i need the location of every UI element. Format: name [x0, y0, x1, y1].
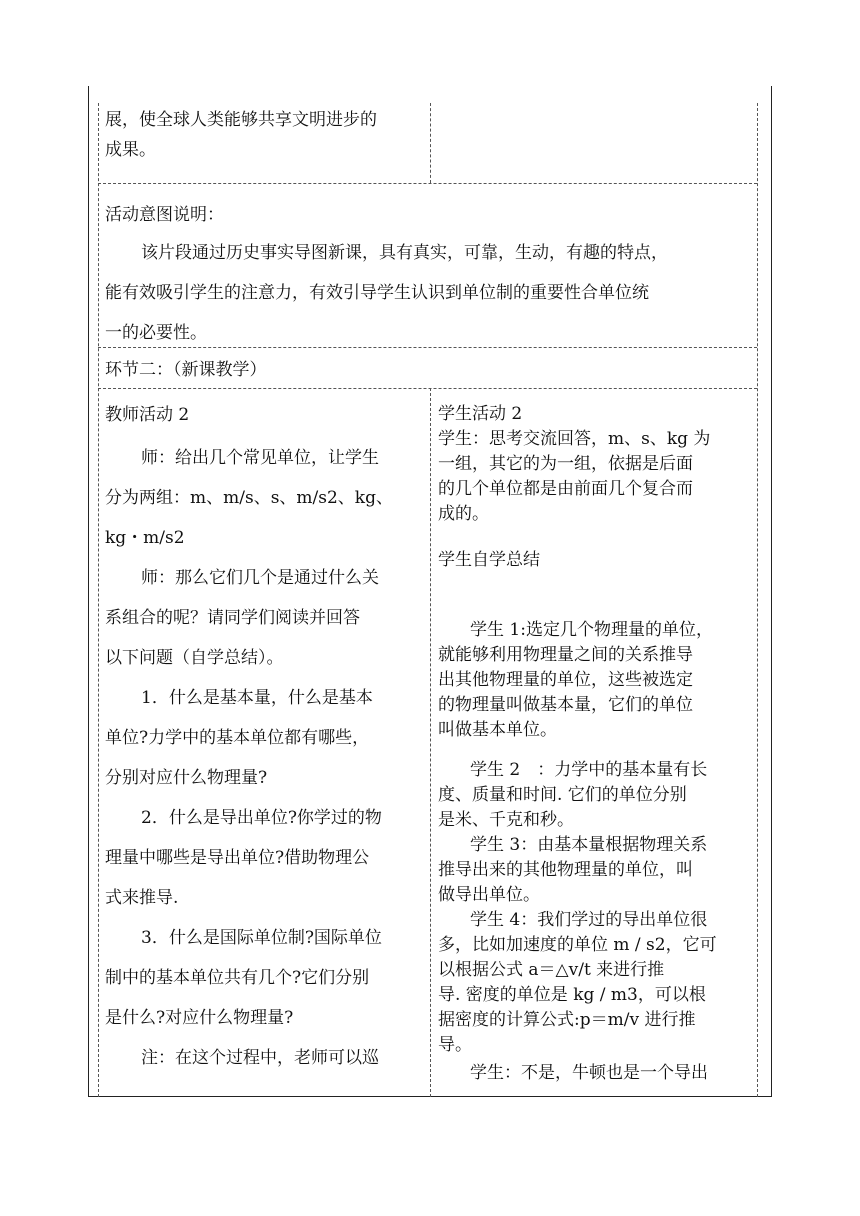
text-line: 分为两组：m、m/s、s、m/s2、kg、 — [105, 488, 393, 508]
text-line: 做导出单位。 — [438, 885, 540, 905]
text-line: 以根据公式 a＝△v/t 来进行推 — [438, 960, 665, 980]
text-line: 一的必要性。 — [105, 323, 207, 343]
text-line: 多，比如加速度的单位 m / s2，它可 — [438, 935, 717, 955]
text-line: 展，使全球人类能够共享文明进步的 — [105, 110, 377, 130]
inner-left-border — [98, 103, 99, 1097]
row4-column-divider — [430, 388, 431, 1097]
text-line: 推导出来的其他物理量的单位，叫 — [438, 860, 693, 880]
text-line: 系组合的呢？请同学们阅读并回答 — [105, 608, 360, 628]
text-line: 导. 密度的单位是 kg / m3，可以根 — [438, 985, 706, 1005]
student-3-answer — [438, 833, 707, 908]
text-line: 该片段通过历史事实导图新课，具有真实，可靠，生动，有趣的特点， — [141, 243, 668, 263]
text-line: 是米、千克和秒。 — [438, 810, 574, 830]
text-line: 据密度的计算公式:p＝m/v 进行推 — [438, 1010, 696, 1030]
text-line: 成的。 — [438, 504, 489, 524]
student-4-answer — [438, 908, 717, 1058]
text-line: 式来推导. — [105, 888, 179, 908]
student-2-answer — [438, 758, 707, 833]
text-line: 3．什么是国际单位制?国际单位 — [141, 928, 382, 948]
teacher-activity-body — [105, 438, 393, 1078]
row1-column-divider — [430, 103, 431, 183]
text-line: 1．什么是基本量，什么是基本 — [141, 688, 373, 708]
intent-body — [105, 233, 668, 353]
student-activity-title: 学生活动 2 — [438, 404, 523, 424]
text-line: 是什么?对应什么物理量? — [105, 1008, 294, 1028]
corner-tick-left — [88, 86, 89, 104]
text-line: 注：在这个过程中，老师可以巡 — [141, 1048, 379, 1068]
text-line: 学生 1:选定几个物理量的单位， — [470, 620, 713, 640]
student-1-answer — [438, 618, 713, 743]
row-divider-3 — [98, 388, 757, 389]
student-answer — [438, 427, 710, 527]
text-line: 学生 4：我们学过的导出单位很 — [470, 910, 708, 930]
student-summary-title: 学生自学总结 — [438, 550, 540, 570]
student-last-answer: 学生：不是，牛顿也是一个导出 — [470, 1063, 708, 1083]
text-line: 单位?力学中的基本单位都有哪些， — [105, 728, 370, 748]
text-line: kg・m/s2 — [105, 528, 185, 548]
row1-left-text — [105, 105, 377, 165]
text-line: 以下问题（自学总结）。 — [105, 648, 284, 668]
teacher-activity-title: 教师活动 2 — [105, 405, 190, 425]
inner-right-border — [757, 103, 758, 1097]
row-divider-1 — [98, 183, 757, 184]
text-line: 学生：思考交流回答，m、s、kg 为 — [438, 429, 711, 449]
text-line: 理量中哪些是导出单位?借助物理公 — [105, 848, 370, 868]
text-line: 能有效吸引学生的注意力，有效引导学生认识到单位制的重要性合单位统 — [105, 283, 649, 303]
text-line: 出其他物理量的单位，这些被选定 — [438, 670, 693, 690]
text-line: 导。 — [438, 1035, 472, 1055]
text-line: 就能够利用物理量之间的关系推导 — [438, 645, 693, 665]
text-line: 的物理量叫做基本量，它们的单位 — [438, 695, 693, 715]
text-line: 师：给出几个常见单位，让学生 — [141, 448, 379, 468]
text-line: 叫做基本单位。 — [438, 720, 557, 740]
text-line: 学生 3：由基本量根据物理关系 — [470, 835, 708, 855]
text-line: 成果。 — [105, 140, 156, 160]
text-line: 分别对应什么物理量? — [105, 768, 268, 788]
section-title: 环节二：（新课教学） — [105, 360, 267, 380]
text-line: 2．什么是导出单位?你学过的物 — [141, 808, 382, 828]
text-line: 度、质量和时间. 它们的单位分别 — [438, 785, 687, 805]
text-line: 师：那么它们几个是通过什么关 — [141, 568, 379, 588]
intent-heading: 活动意图说明： — [105, 205, 224, 225]
text-line: 的几个单位都是由前面几个复合而 — [438, 479, 693, 499]
text-line: 学生 2 ：力学中的基本量有长 — [470, 760, 708, 780]
text-line: 一组，其它的为一组，依据是后面 — [438, 454, 693, 474]
corner-tick-right — [771, 86, 772, 104]
text-line: 制中的基本单位共有几个?它们分别 — [105, 968, 370, 988]
